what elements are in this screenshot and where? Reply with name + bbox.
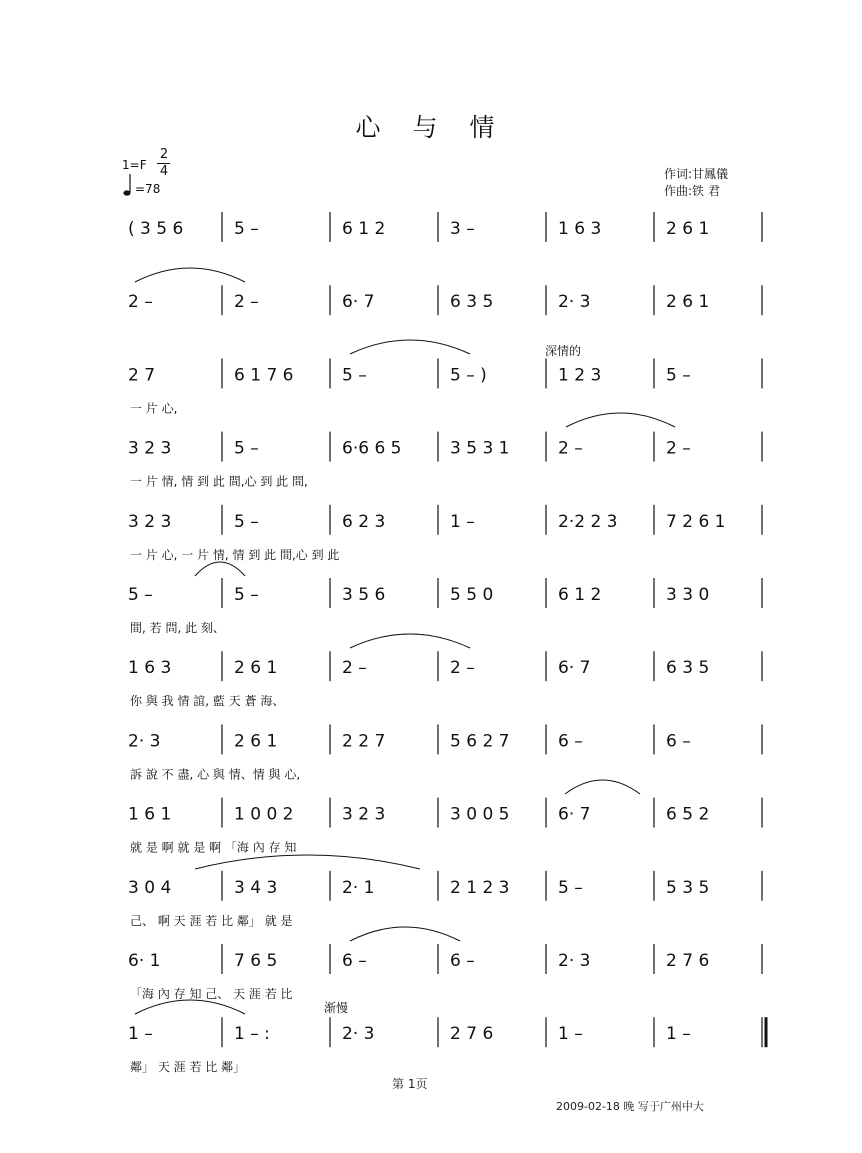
measure-notes: 1 6 1 — [128, 804, 172, 825]
expression-marking-rit: 渐慢 — [324, 1001, 349, 1015]
measure-notes: 6· 7 — [558, 804, 591, 825]
measure-notes: 2 – — [450, 658, 475, 679]
measure-notes: 6 1 2 — [558, 585, 602, 605]
lyrics-line: 「海 內 存 知 己、 天 涯 若 比 — [130, 987, 293, 1001]
measure-notes: 3 5 3 1 — [450, 438, 510, 459]
measure-notes: 2 – — [558, 438, 583, 459]
measure-notes: 6·6 6 5 — [342, 438, 402, 459]
measure-notes: 1 – : — [234, 1024, 270, 1045]
measure-notes: 6 1 2 — [342, 219, 386, 239]
slur-arc — [195, 855, 420, 869]
score-row — [128, 651, 762, 708]
lyrics-line: 己、 啊 天 涯 若 比 鄰」 就 是 — [130, 913, 293, 928]
measure-notes: 2· 3 — [558, 951, 591, 971]
measure-notes: 2 – — [234, 292, 259, 313]
measure-notes: 6 – — [666, 731, 691, 752]
lyrics-line: 一 片 情, 情 到 此 間,心 到 此 間, — [130, 474, 308, 489]
composer-credit: 作曲:铁 君 — [664, 184, 720, 198]
measure-notes: 3 2 3 — [128, 511, 172, 532]
measure-notes: 6 5 2 — [666, 804, 710, 825]
slur-arc — [350, 927, 460, 941]
measure-notes: 5 – — [558, 877, 583, 898]
measure-notes: 1 0 0 2 — [234, 804, 294, 825]
lyrics-line: 就 是 啊 就 是 啊 「海 內 存 知 — [130, 840, 297, 855]
measure-notes: 3 2 3 — [342, 804, 386, 825]
score-row — [128, 358, 762, 415]
slur-arc — [135, 1000, 245, 1014]
measure-notes: 6 – — [558, 731, 583, 752]
measure-notes: 3 4 3 — [234, 877, 278, 898]
score-row — [128, 212, 762, 242]
measure-notes: 6 3 5 — [666, 658, 710, 679]
lyrics-line: 一 片 心, — [130, 401, 178, 416]
score-row — [128, 432, 762, 489]
slur-arc — [565, 780, 640, 794]
slur-arc — [195, 562, 245, 576]
measure-notes: 2·2 2 3 — [558, 511, 618, 532]
measure-notes: 2 – — [666, 438, 691, 459]
measure-notes: 1 – — [450, 511, 475, 532]
measure-notes: ( 3 5 6 — [128, 219, 184, 239]
measure-notes: 1 – — [128, 1024, 153, 1045]
measure-notes: 2· 3 — [558, 292, 591, 313]
measure-notes: 2 7 6 — [666, 951, 710, 971]
measure-notes: 5 6 2 7 — [450, 731, 510, 752]
measure-notes: 3 0 0 5 — [450, 804, 510, 825]
measure-notes: 6· 7 — [342, 292, 375, 313]
measure-notes: 1 – — [666, 1024, 691, 1045]
measure-notes: 2 – — [128, 292, 153, 313]
measure-notes: 5 3 5 — [666, 877, 710, 898]
lyrics-line: 你 與 我 情 誼, 藍 天 蒼 海、 — [130, 694, 285, 709]
lyrics-line: 一 片 心, 一 片 情, 情 到 此 間,心 到 此 — [130, 547, 340, 562]
measure-notes: 2 – — [342, 658, 367, 679]
slur-arc — [350, 634, 470, 648]
measure-notes: 5 – — [234, 219, 259, 239]
measure-notes: 2 6 1 — [666, 219, 710, 239]
measure-notes: 2· 3 — [128, 731, 161, 752]
measure-notes: 2 6 1 — [234, 731, 278, 752]
measure-notes: 6 – — [342, 951, 367, 971]
measure-notes: 3 – — [450, 219, 475, 239]
score-row — [128, 578, 762, 635]
time-signature-denominator: 4 — [159, 164, 169, 179]
measure-notes: 3 3 0 — [666, 585, 710, 605]
tempo-marking: =78 — [135, 182, 161, 196]
measure-notes: 5 – — [234, 438, 259, 459]
score-row — [128, 285, 762, 315]
measure-notes: 6 2 3 — [342, 511, 386, 532]
measure-notes: 5 – — [666, 365, 691, 386]
measure-notes: 5 5 0 — [450, 585, 494, 605]
measure-notes: 5 – — [128, 585, 153, 605]
measure-notes: 1 6 3 — [558, 219, 602, 239]
slur-arc — [350, 340, 470, 354]
measure-notes: 3 0 4 — [128, 877, 172, 898]
measure-notes: 5 – — [234, 585, 259, 605]
measure-notes: 6 1 7 6 — [234, 365, 294, 386]
slur-arc — [135, 268, 245, 282]
measure-notes: 6 3 5 — [450, 292, 494, 313]
measure-notes: 2 6 1 — [666, 292, 710, 313]
score-row — [128, 1017, 766, 1074]
measure-notes: 7 6 5 — [234, 951, 278, 971]
measure-notes: 3 5 6 — [342, 585, 386, 605]
slur-arc — [566, 413, 675, 427]
lyrics-line: 訴 說 不 盡, 心 與 情、情 與 心, — [130, 767, 301, 782]
date-note: 2009-02-18 晚 写于广州中大 — [556, 1100, 704, 1113]
measure-notes: 5 – — [234, 511, 259, 532]
measure-notes: 2 7 6 — [450, 1024, 494, 1045]
measure-notes: 2 1 2 3 — [450, 877, 510, 898]
measure-notes: 6· 1 — [128, 951, 161, 971]
measure-notes: 2· 3 — [342, 1024, 375, 1045]
score-row — [128, 871, 762, 928]
measure-notes: 6· 7 — [558, 658, 591, 679]
measure-notes: 2· 1 — [342, 877, 375, 898]
measure-notes: 1 6 3 — [128, 658, 172, 679]
score-row — [128, 724, 762, 781]
score-row — [128, 505, 762, 562]
measure-notes: 1 – — [558, 1024, 583, 1045]
lyricist-credit: 作词:甘鳳儀 — [664, 167, 729, 181]
measure-notes: 2 2 7 — [342, 731, 386, 752]
measure-notes: 5 – — [342, 365, 367, 386]
time-signature-numerator: 2 — [159, 147, 169, 162]
lyrics-line: 鄰」 天 涯 若 比 鄰」 — [130, 1060, 246, 1075]
score-row — [128, 944, 762, 1001]
score-row — [128, 798, 762, 855]
measure-notes: 1 2 3 — [558, 365, 602, 386]
measure-notes: 7 2 6 1 — [666, 511, 726, 532]
measure-notes: 3 2 3 — [128, 438, 172, 459]
page-title: 心 与 情 — [355, 113, 507, 142]
measure-notes: 6 – — [450, 951, 475, 971]
measure-notes: 2 7 — [128, 365, 156, 386]
measure-notes: 2 6 1 — [234, 658, 278, 679]
lyrics-line: 間, 若 問, 此 刻、 — [130, 621, 225, 635]
expression-marking: 深情的 — [545, 344, 582, 358]
page-number: 第 1页 — [392, 1077, 428, 1091]
measure-notes: 5 – ) — [450, 365, 487, 386]
key-signature: 1=F — [122, 158, 147, 172]
